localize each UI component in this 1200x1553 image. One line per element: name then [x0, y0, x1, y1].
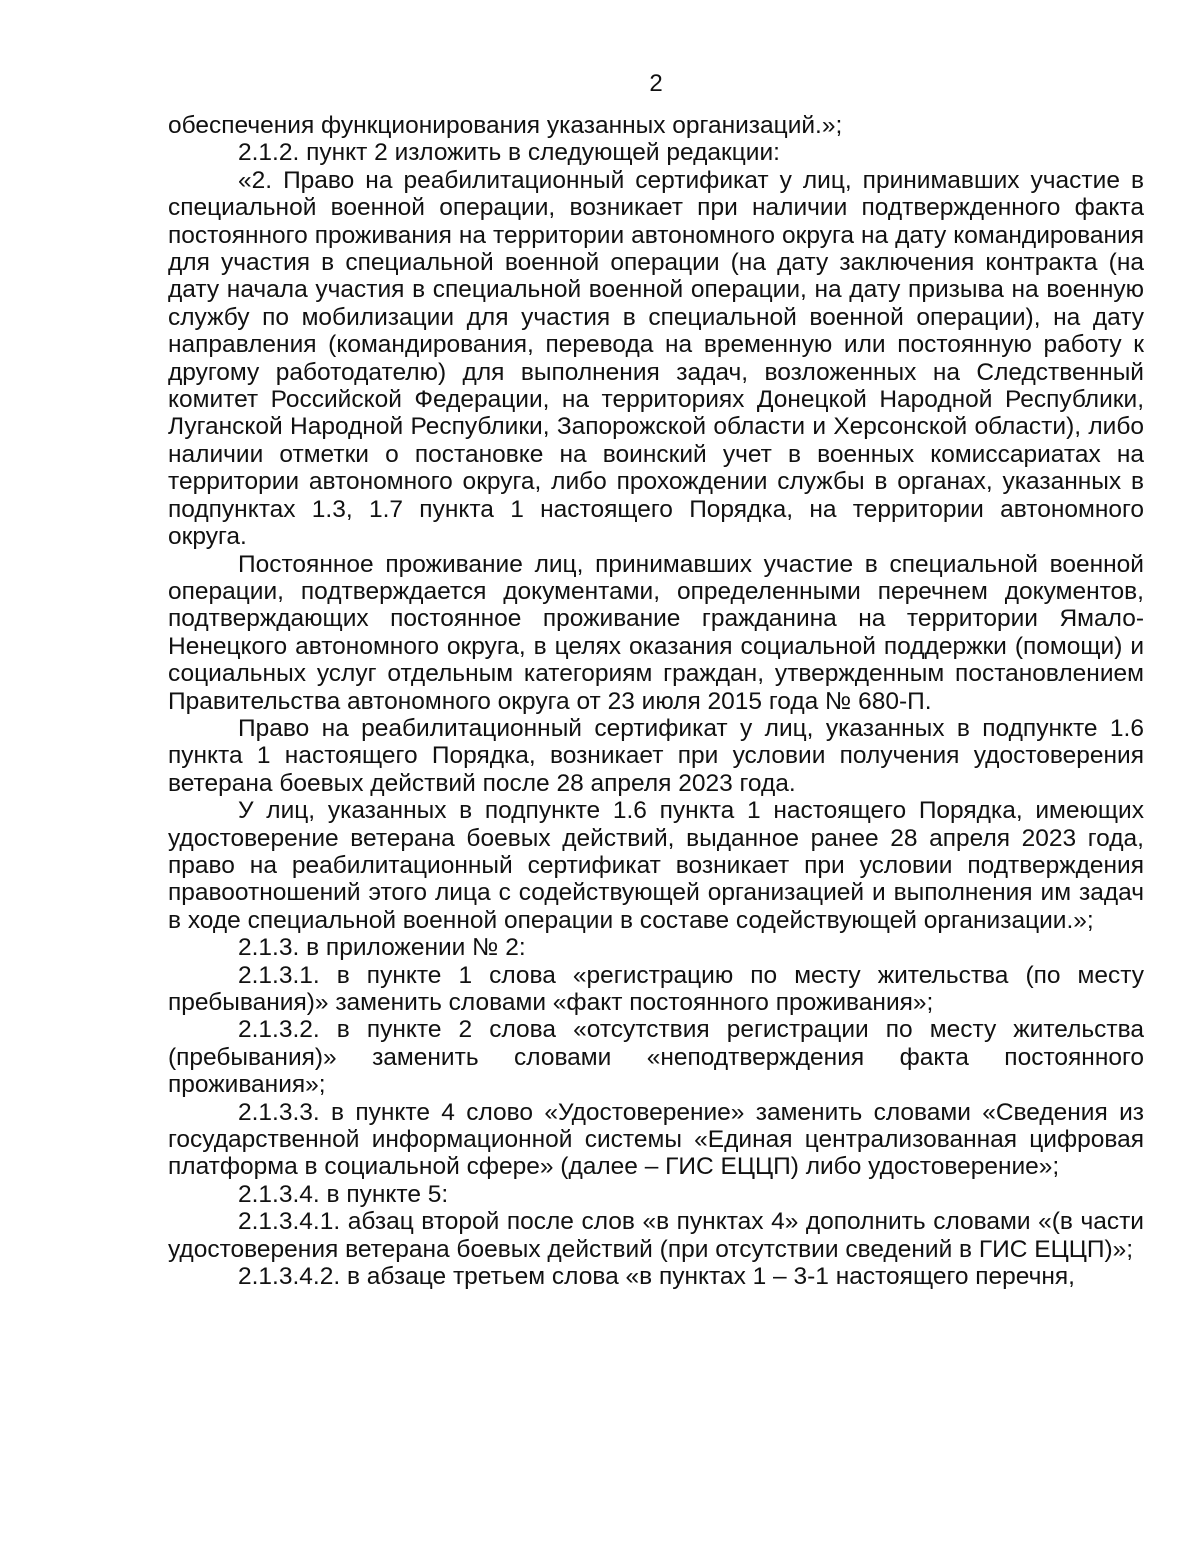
paragraph-7: 2.1.3. в приложении № 2: [238, 934, 526, 962]
paragraph-8: 2.1.3.1. в пункте 1 слова «регистрацию по месту жительства (по месту пребывания)» заменить словами «факт постоянного проживания»; [168, 961, 1144, 1016]
paragraph-11: 2.1.3.4. в пункте 5: [238, 1180, 449, 1208]
paragraph-12: 2.1.3.4.1. абзац второй после слов «в пунктах 4» дополнить словами «(в части удостоверения ветерана боевых действий (при отсутствии сведений в ГИС ЕЦЦП)»; [168, 1208, 1144, 1263]
paragraph-6: У лиц, указанных в подпункте 1.6 пункта 1 настоящего Порядка, имеющих удостоверение ветерана боевых действий, выданное ранее 28 апреля 2023 года, право на реабилитационный сертификат возникает при условии подтверждения правоотношений этого лица с содействующей организацией и выполнения им задач в ходе специальной военной операции в составе содействующей организации.»; [168, 797, 1144, 934]
paragraph-2: 2.1.2. пункт 2 изложить в следующей редакции: [238, 139, 780, 167]
paragraph-9: 2.1.3.2. в пункте 2 слова «отсутствия регистрации по месту жительства (пребывания)» заменить словами «неподтверждения факта постоянного проживания»; [168, 1016, 1144, 1099]
paragraph-1: обеспечения функционирования указанных организаций.»; [168, 112, 843, 139]
paragraph-13: 2.1.3.4.2. в абзаце третьем слова «в пунктах 1 – 3-1 настоящего перечня, [238, 1263, 1075, 1291]
document-body [168, 112, 1144, 1290]
paragraph-10: 2.1.3.3. в пункте 4 слово «Удостоверение» заменить словами «Сведения из государственной информационной системы «Единая централизованная цифровая платформа в социальной сфере» (далее – ГИС ЕЦЦП) либо удостоверение»; [168, 1098, 1144, 1181]
paragraph-4: Постоянное проживание лиц, принимавших участие в специальной военной операции, подтверждается документами, определенными перечнем документов, подтверждающих постоянное проживание гражданина на территории Ямало-Ненецкого автономного округа, в целях оказания социальной поддержки (помощи) и социальных услуг отдельным категориям граждан, утвержденным постановлением Правительства автономного округа от 23 июля 2015 года № 680-П. [168, 550, 1144, 715]
paragraph-5: Право на реабилитационный сертификат у лиц, указанных в подпункте 1.6 пункта 1 настоящего Порядка, возникает при условии получения удостоверения ветерана боевых действий после 28 апреля 2023 года. [168, 714, 1144, 797]
page-number: 2 [649, 70, 663, 97]
paragraph-3: «2. Право на реабилитационный сертификат у лиц, принимавших участие в специальной военной операции, возникает при наличии подтвержденного факта постоянного проживания на территории автономного округа на дату командирования для участия в специальной военной операции (на дату заключения контракта (на дату начала участия в специальной военной операции, на дату призыва на военную службу по мобилизации для участия в специальной военной операции), на дату направления (командирования, перевода на временную или постоянную работу к другому работодателю) для выполнения задач, возложенных на Следственный комитет Российской Федерации, на территориях Донецкой Народной Республики, Луганской Народной Республики, Запорожской области и Херсонской области), либо наличии отметки о постановке на воинский учет в военных комиссариатах на территории автономного округа, либо прохождении службы в органах, указанных в подпунктах 1.3, 1.7 пункта 1 настоящего Порядка, на территории автономного округа. [168, 166, 1144, 551]
